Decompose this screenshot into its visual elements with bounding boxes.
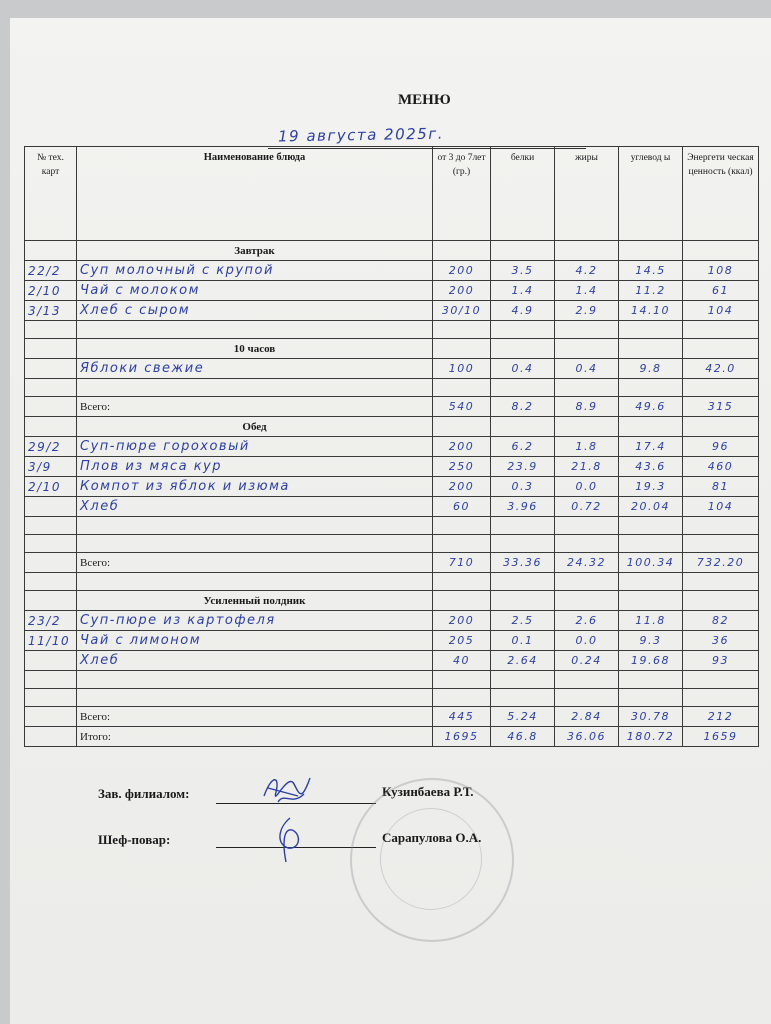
total-code-cell — [25, 397, 77, 417]
total-fat: 36.06 — [555, 727, 619, 747]
dish-fat: 21.8 — [555, 457, 619, 477]
dish-protein: 2.5 — [491, 611, 555, 631]
empty-cell — [683, 689, 759, 707]
empty-row — [25, 379, 759, 397]
header-carbs: углевод ы — [619, 147, 683, 241]
dish-row — [25, 281, 759, 301]
total-fat: 2.84 — [555, 707, 619, 727]
total-label: Всего: — [77, 397, 433, 417]
empty-cell — [433, 517, 491, 535]
total-weight: 710 — [433, 553, 491, 573]
dish-weight: 200 — [433, 437, 491, 457]
total-carbs: 100.34 — [619, 553, 683, 573]
menu-table — [24, 146, 759, 747]
dish-row — [25, 497, 759, 517]
dish-row — [25, 457, 759, 477]
dish-energy: 104 — [683, 301, 759, 321]
dish-weight: 200 — [433, 281, 491, 301]
section-empty-cell — [433, 417, 491, 437]
empty-cell — [491, 535, 555, 553]
empty-cell — [619, 671, 683, 689]
empty-cell — [77, 517, 433, 535]
dish-name: Хлеб с сыром — [77, 301, 433, 321]
total-protein: 46.8 — [491, 727, 555, 747]
empty-cell — [25, 517, 77, 535]
empty-row — [25, 517, 759, 535]
empty-cell — [619, 689, 683, 707]
section-empty-cell — [683, 241, 759, 261]
header-code: № тех. карт — [25, 147, 77, 241]
section-code-cell — [25, 417, 77, 437]
empty-cell — [619, 573, 683, 591]
dish-protein: 6.2 — [491, 437, 555, 457]
dish-weight: 200 — [433, 261, 491, 281]
section-code-cell — [25, 591, 77, 611]
dish-fat: 0.4 — [555, 359, 619, 379]
dish-code: 23/2 — [25, 611, 77, 631]
chef-name: Сарапулова О.А. — [382, 830, 482, 845]
empty-cell — [555, 535, 619, 553]
dish-protein: 3.5 — [491, 261, 555, 281]
section-empty-cell — [491, 339, 555, 359]
dish-name: Суп-пюре гороховый — [77, 437, 433, 457]
chef-label: Шеф-повар: — [98, 832, 171, 847]
empty-cell — [491, 321, 555, 339]
dish-carbs: 11.2 — [619, 281, 683, 301]
empty-row — [25, 321, 759, 339]
dish-row — [25, 301, 759, 321]
header-energy: Энергети ческая ценность (ккал) — [683, 147, 759, 241]
section-total-row — [25, 553, 759, 573]
header-fat: жиры — [555, 147, 619, 241]
dish-row — [25, 611, 759, 631]
dish-code: 3/13 — [25, 301, 77, 321]
dish-name: Чай с лимоном — [77, 631, 433, 651]
total-fat: 24.32 — [555, 553, 619, 573]
dish-fat: 1.4 — [555, 281, 619, 301]
total-protein: 8.2 — [491, 397, 555, 417]
empty-cell — [25, 321, 77, 339]
dish-name: Яблоки свежие — [77, 359, 433, 379]
dish-weight: 30/10 — [433, 301, 491, 321]
empty-cell — [619, 517, 683, 535]
total-energy: 732.20 — [683, 553, 759, 573]
empty-cell — [77, 671, 433, 689]
section-empty-cell — [683, 591, 759, 611]
dish-protein: 23.9 — [491, 457, 555, 477]
dish-protein: 3.96 — [491, 497, 555, 517]
empty-row — [25, 689, 759, 707]
header-protein: белки — [491, 147, 555, 241]
dish-code: 22/2 — [25, 261, 77, 281]
dish-carbs: 19.3 — [619, 477, 683, 497]
dish-name: Суп молочный с крупой — [77, 261, 433, 281]
dish-weight: 200 — [433, 611, 491, 631]
empty-cell — [683, 671, 759, 689]
dish-protein: 0.1 — [491, 631, 555, 651]
total-energy: 315 — [683, 397, 759, 417]
dish-fat: 4.2 — [555, 261, 619, 281]
empty-cell — [77, 535, 433, 553]
section-empty-cell — [683, 339, 759, 359]
dish-name: Суп-пюре из картофеля — [77, 611, 433, 631]
dish-carbs: 20.04 — [619, 497, 683, 517]
dish-code — [25, 359, 77, 379]
section-header-row — [25, 417, 759, 437]
dish-protein: 2.64 — [491, 651, 555, 671]
dish-fat: 0.24 — [555, 651, 619, 671]
dish-energy: 61 — [683, 281, 759, 301]
dish-weight: 205 — [433, 631, 491, 651]
dish-name: Хлеб — [77, 497, 433, 517]
dish-fat: 0.0 — [555, 477, 619, 497]
section-title: 10 часов — [77, 339, 433, 359]
empty-cell — [683, 379, 759, 397]
empty-cell — [433, 689, 491, 707]
dish-weight: 100 — [433, 359, 491, 379]
dish-row — [25, 477, 759, 497]
dish-carbs: 14.5 — [619, 261, 683, 281]
dish-row — [25, 261, 759, 281]
section-empty-cell — [619, 591, 683, 611]
section-title: Обед — [77, 417, 433, 437]
dish-name: Плов из мяса кур — [77, 457, 433, 477]
grand-total-row — [25, 727, 759, 747]
total-code-cell — [25, 707, 77, 727]
head-name: Кузинбаева Р.Т. — [382, 784, 474, 799]
empty-cell — [25, 671, 77, 689]
section-code-cell — [25, 241, 77, 261]
section-empty-cell — [555, 591, 619, 611]
empty-row — [25, 535, 759, 553]
empty-cell — [683, 535, 759, 553]
empty-cell — [491, 671, 555, 689]
total-protein: 33.36 — [491, 553, 555, 573]
head-label: Зав. филиалом: — [98, 786, 190, 801]
empty-cell — [555, 671, 619, 689]
section-empty-cell — [555, 241, 619, 261]
dish-carbs: 43.6 — [619, 457, 683, 477]
empty-cell — [555, 689, 619, 707]
dish-weight: 250 — [433, 457, 491, 477]
head-signature-scribble — [258, 766, 322, 810]
total-carbs: 180.72 — [619, 727, 683, 747]
dish-row — [25, 631, 759, 651]
section-code-cell — [25, 339, 77, 359]
table-header-row — [25, 147, 759, 241]
dish-energy: 42.0 — [683, 359, 759, 379]
empty-cell — [683, 573, 759, 591]
dish-code: 29/2 — [25, 437, 77, 457]
total-carbs: 30.78 — [619, 707, 683, 727]
section-header-row — [25, 339, 759, 359]
menu-sheet — [10, 18, 771, 1024]
empty-cell — [491, 573, 555, 591]
empty-cell — [683, 517, 759, 535]
empty-cell — [555, 379, 619, 397]
dish-name: Чай с молоком — [77, 281, 433, 301]
section-empty-cell — [683, 417, 759, 437]
section-header-row — [25, 591, 759, 611]
empty-cell — [25, 379, 77, 397]
empty-row — [25, 573, 759, 591]
section-empty-cell — [491, 591, 555, 611]
dish-energy: 104 — [683, 497, 759, 517]
dish-code: 11/10 — [25, 631, 77, 651]
total-label: Итого: — [77, 727, 433, 747]
empty-cell — [25, 689, 77, 707]
dish-carbs: 17.4 — [619, 437, 683, 457]
section-total-row — [25, 397, 759, 417]
dish-energy: 81 — [683, 477, 759, 497]
section-empty-cell — [491, 241, 555, 261]
section-empty-cell — [555, 417, 619, 437]
total-label: Всего: — [77, 553, 433, 573]
empty-cell — [491, 689, 555, 707]
dish-energy: 82 — [683, 611, 759, 631]
dish-name: Компот из яблок и изюма — [77, 477, 433, 497]
section-empty-cell — [433, 591, 491, 611]
document-title: МЕНЮ — [398, 92, 451, 108]
dish-weight: 40 — [433, 651, 491, 671]
dish-row — [25, 437, 759, 457]
empty-cell — [433, 573, 491, 591]
header-name: Наименование блюда — [77, 147, 433, 241]
dish-code — [25, 497, 77, 517]
total-energy: 1659 — [683, 727, 759, 747]
dish-carbs: 9.3 — [619, 631, 683, 651]
dish-weight: 200 — [433, 477, 491, 497]
dish-energy: 108 — [683, 261, 759, 281]
total-weight: 540 — [433, 397, 491, 417]
empty-cell — [433, 379, 491, 397]
empty-cell — [25, 535, 77, 553]
dish-fat: 2.6 — [555, 611, 619, 631]
empty-cell — [433, 535, 491, 553]
dish-fat: 0.0 — [555, 631, 619, 651]
total-carbs: 49.6 — [619, 397, 683, 417]
dish-weight: 60 — [433, 497, 491, 517]
section-title: Завтрак — [77, 241, 433, 261]
section-empty-cell — [433, 241, 491, 261]
dish-energy: 93 — [683, 651, 759, 671]
dish-code: 2/10 — [25, 281, 77, 301]
section-title: Усиленный полдник — [77, 591, 433, 611]
dish-fat: 2.9 — [555, 301, 619, 321]
dish-name: Хлеб — [77, 651, 433, 671]
dish-carbs: 14.10 — [619, 301, 683, 321]
empty-cell — [555, 321, 619, 339]
dish-carbs: 19.68 — [619, 651, 683, 671]
total-code-cell — [25, 553, 77, 573]
section-empty-cell — [619, 417, 683, 437]
dish-energy: 36 — [683, 631, 759, 651]
section-total-row — [25, 707, 759, 727]
dish-fat: 1.8 — [555, 437, 619, 457]
dish-carbs: 9.8 — [619, 359, 683, 379]
empty-cell — [619, 321, 683, 339]
faded-stamp — [350, 778, 514, 942]
section-empty-cell — [619, 339, 683, 359]
chef-signature-scribble — [266, 814, 316, 866]
handwritten-date: 19 августа 2025г. — [277, 124, 445, 146]
total-weight: 445 — [433, 707, 491, 727]
dish-energy: 460 — [683, 457, 759, 477]
empty-cell — [77, 689, 433, 707]
dish-code: 3/9 — [25, 457, 77, 477]
empty-row — [25, 671, 759, 689]
section-empty-cell — [433, 339, 491, 359]
section-empty-cell — [491, 417, 555, 437]
empty-cell — [77, 379, 433, 397]
total-weight: 1695 — [433, 727, 491, 747]
total-code-cell — [25, 727, 77, 747]
dish-row — [25, 359, 759, 379]
empty-cell — [683, 321, 759, 339]
dish-code — [25, 651, 77, 671]
empty-cell — [433, 321, 491, 339]
empty-cell — [555, 517, 619, 535]
dish-protein: 0.3 — [491, 477, 555, 497]
section-empty-cell — [619, 241, 683, 261]
empty-cell — [25, 573, 77, 591]
empty-cell — [491, 517, 555, 535]
total-label: Всего: — [77, 707, 433, 727]
section-empty-cell — [555, 339, 619, 359]
empty-cell — [555, 573, 619, 591]
empty-cell — [491, 379, 555, 397]
empty-cell — [77, 573, 433, 591]
empty-cell — [619, 379, 683, 397]
section-header-row — [25, 241, 759, 261]
dish-row — [25, 651, 759, 671]
menu-table-body — [25, 241, 759, 747]
dish-protein: 1.4 — [491, 281, 555, 301]
dish-protein: 4.9 — [491, 301, 555, 321]
total-energy: 212 — [683, 707, 759, 727]
dish-code: 2/10 — [25, 477, 77, 497]
dish-protein: 0.4 — [491, 359, 555, 379]
empty-cell — [619, 535, 683, 553]
empty-cell — [433, 671, 491, 689]
dish-fat: 0.72 — [555, 497, 619, 517]
total-protein: 5.24 — [491, 707, 555, 727]
empty-cell — [77, 321, 433, 339]
dish-energy: 96 — [683, 437, 759, 457]
total-fat: 8.9 — [555, 397, 619, 417]
dish-carbs: 11.8 — [619, 611, 683, 631]
header-weight: от 3 до 7лет (гр.) — [433, 147, 491, 241]
